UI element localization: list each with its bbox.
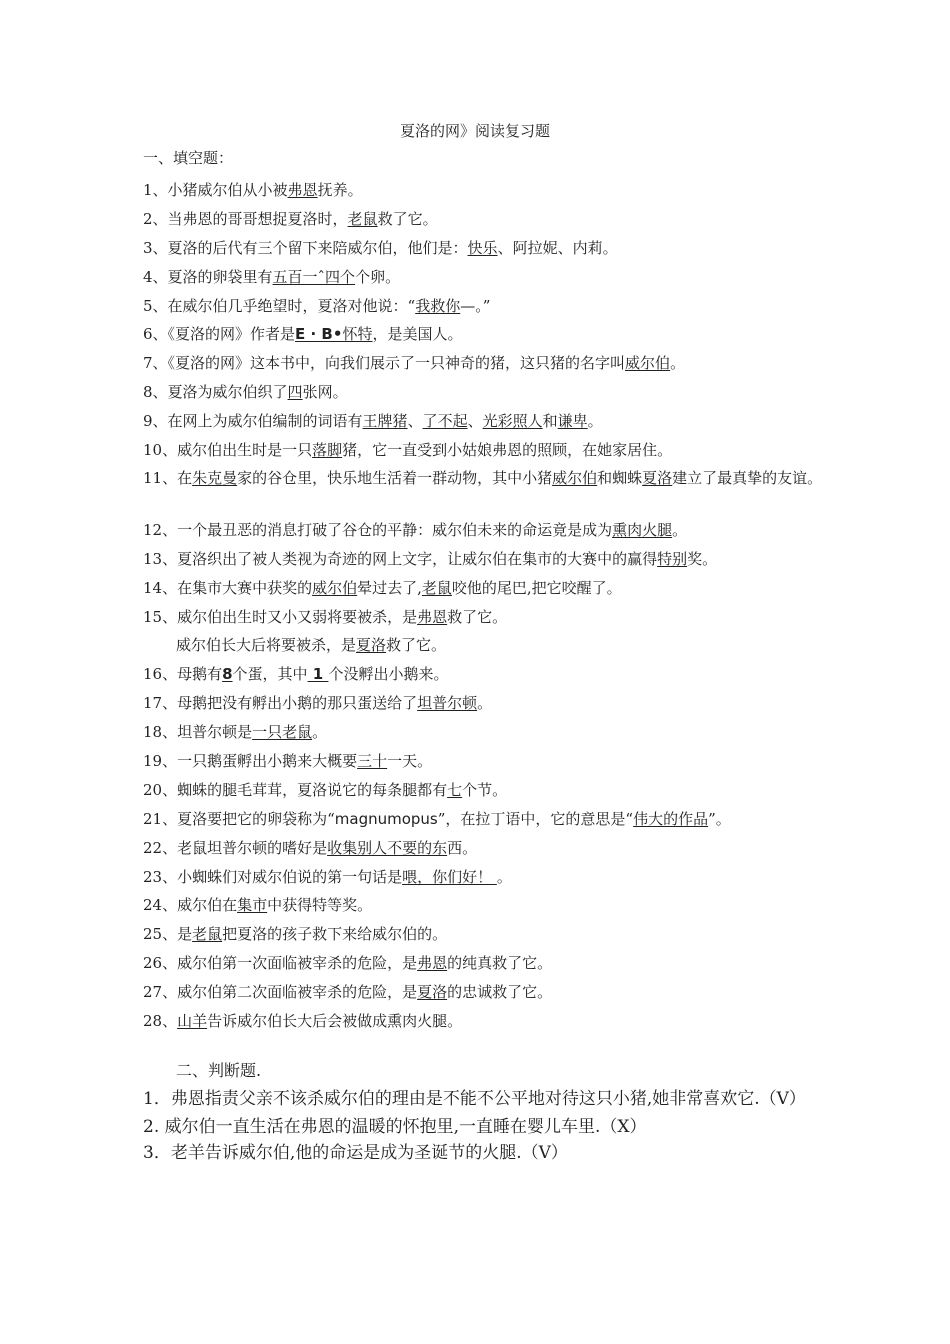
answer-blank: 快乐 — [467, 238, 498, 257]
answer-blank: 我救你 — [415, 296, 461, 315]
question-9: 9、在网上为威尔伯编制的词语有王牌猪、了不起、光彩照人和谦卑。 — [143, 412, 603, 431]
answer-blank: 谦卑 — [557, 412, 588, 431]
answer-blank: 特别 — [657, 549, 688, 568]
question-20: 20、蜘蛛的腿毛茸茸，夏洛说它的每条腿都有七个节。 — [143, 780, 508, 799]
answer-blank: 8 — [222, 665, 233, 684]
answer-blank: 老鼠 — [347, 209, 378, 228]
answer-blank: 弗恩 — [417, 954, 448, 973]
question-6: 6、《夏洛的网》作者是E · B•怀特，是美国人。 — [143, 325, 463, 344]
answer-blank: E · B• — [295, 325, 343, 344]
answer-blank: 一只老鼠 — [252, 723, 313, 742]
answer-blank: 夏洛 — [417, 983, 448, 1002]
question-3: 3、夏洛的后代有三个留下来陪威尔伯，他们是：快乐、阿拉妮、内莉。 — [143, 238, 618, 257]
answer-blank: 朱克曼 — [192, 468, 238, 487]
question-5: 5、在威尔伯几乎绝望时，夏洛对他说：“我救你—。” — [143, 296, 491, 315]
latin-term: magnumopus — [334, 809, 438, 828]
question-19: 19、一只鹅蛋孵出小鹅来大概要三十一天。 — [143, 752, 433, 771]
answer-blank: 四 — [287, 383, 303, 402]
answer-blank: 落脚 — [312, 441, 343, 460]
answer-blank: 夏洛 — [642, 468, 673, 487]
question-23: 23、小蜘蛛们对威尔伯说的第一句话是喂，你们好！ 。 — [143, 867, 512, 886]
answer-blank: 三十 — [357, 752, 388, 771]
answer-blank: 坦普尔顿 — [417, 694, 478, 713]
answer-blank: 熏肉火腿 — [612, 520, 673, 539]
question-21: 21、夏洛要把它的卵袋称为“magnumopus”，在拉丁语中，它的意思是“伟大的作品”。 — [143, 809, 731, 828]
answer-blank: 山羊 — [177, 1012, 208, 1031]
answer-blank: 1 — [307, 665, 329, 684]
answer-blank: 怀特 — [342, 325, 373, 344]
answer-blank: 王牌猪 — [362, 412, 408, 431]
judgment-3: 3．老羊告诉威尔伯,他的命运是成为圣诞节的火腿.（V） — [143, 1143, 568, 1163]
question-26: 26、威尔伯第一次面临被宰杀的危险，是弗恩的纯真救了它。 — [143, 954, 553, 973]
answer-blank: 弗恩 — [417, 607, 448, 626]
question-25: 25、是老鼠把夏洛的孩子救下来给威尔伯的。 — [143, 925, 448, 944]
question-17: 17、母鹅把没有孵出小鹅的那只蛋送给了坦普尔顿。 — [143, 694, 493, 713]
judgment-1: 1．弗恩指责父亲不该杀威尔伯的理由是不能不公平地对待这只小猪,她非常喜欢它.（V） — [143, 1089, 806, 1109]
answer-blank: 威尔伯 — [312, 578, 358, 597]
question-12: 12、一个最丑恶的消息打破了谷仓的平静：威尔伯未来的命运竟是成为熏肉火腿。 — [143, 520, 688, 539]
question-24: 24、威尔伯在集市中获得特等奖。 — [143, 896, 373, 915]
question-27: 27、威尔伯第二次面临被宰杀的危险，是夏洛的忠诚救了它。 — [143, 983, 553, 1002]
answer-blank: 夏洛 — [356, 636, 387, 655]
question-18: 18、坦普尔顿是一只老鼠。 — [143, 723, 328, 742]
question-7: 7、《夏洛的网》这本书中，向我们展示了一只神奇的猪，这只猪的名字叫威尔伯。 — [143, 354, 686, 373]
question-28: 28、山羊告诉威尔伯长大后会被做成熏肉火腿。 — [143, 1012, 463, 1031]
answer-blank: 七 — [447, 780, 463, 799]
question-15b: 威尔伯长大后将要被杀，是夏洛救了它。 — [176, 636, 447, 655]
question-14: 14、在集市大赛中获奖的威尔伯晕过去了,老鼠咬他的尾巴,把它咬醒了。 — [143, 578, 622, 597]
answer-blank: 老鼠 — [421, 578, 452, 597]
answer-blank: 伟大的作品 — [633, 809, 709, 828]
question-16: 16、母鹅有8个蛋，其中 1 个没孵出小鹅来。 — [143, 665, 449, 684]
question-11: 11、在朱克曼家的谷仓里，快乐地生活着一群动物，其中小猪威尔伯和蜘蛛夏洛建立了最真挚的友谊。 — [143, 468, 823, 487]
answer-blank: 了不起 — [422, 412, 468, 431]
question-22: 22、老鼠坦普尔顿的嗜好是收集别人不要的东西。 — [143, 838, 478, 857]
answer-blank: 集市 — [237, 896, 268, 915]
document-title: 夏洛的网》阅读复习题 — [399, 122, 550, 140]
fill-in-question-list — [143, 176, 823, 1036]
question-13: 13、夏洛织出了被人类视为奇迹的网上文字，让威尔伯在集市的大赛中的赢得特别奖。 — [143, 549, 718, 568]
answer-blank: 收集别人不要的东 — [327, 838, 448, 857]
answer-blank: 光彩照人 — [482, 412, 543, 431]
answer-blank: 五百一ˆ四个 — [272, 267, 356, 286]
answer-blank: 喂，你们好！ — [402, 867, 497, 886]
answer-blank: 威尔伯 — [552, 468, 598, 487]
question-4: 4、夏洛的卵袋里有五百一ˆ四个个卵。 — [143, 267, 401, 286]
judgment-2: 2. 威尔伯一直生活在弗恩的温暖的怀抱里,一直睡在婴儿车里.（X） — [143, 1117, 647, 1137]
true-false-list — [143, 1086, 823, 1166]
answer-blank: 弗恩 — [287, 181, 318, 199]
answer-blank: 老鼠 — [192, 925, 223, 944]
question-1: 1、小猪威尔伯从小被弗恩抚养。 — [143, 181, 363, 199]
question-15a: 15、威尔伯出生时又小又弱将要被杀，是弗恩救了它。 — [143, 607, 508, 626]
question-2: 2、当弗恩的哥哥想捉夏洛时，老鼠救了它。 — [143, 209, 438, 228]
answer-blank: 威尔伯 — [625, 354, 671, 373]
section-true-false-heading: 二、判断题. — [176, 1061, 262, 1080]
question-10: 10、威尔伯出生时是一只落脚猪，它一直受到小姑娘弗恩的照顾，在她家居住。 — [143, 441, 673, 460]
question-8: 8、夏洛为威尔伯织了四张网。 — [143, 383, 348, 402]
section-fill-in-heading: 一、填空题： — [143, 149, 234, 167]
